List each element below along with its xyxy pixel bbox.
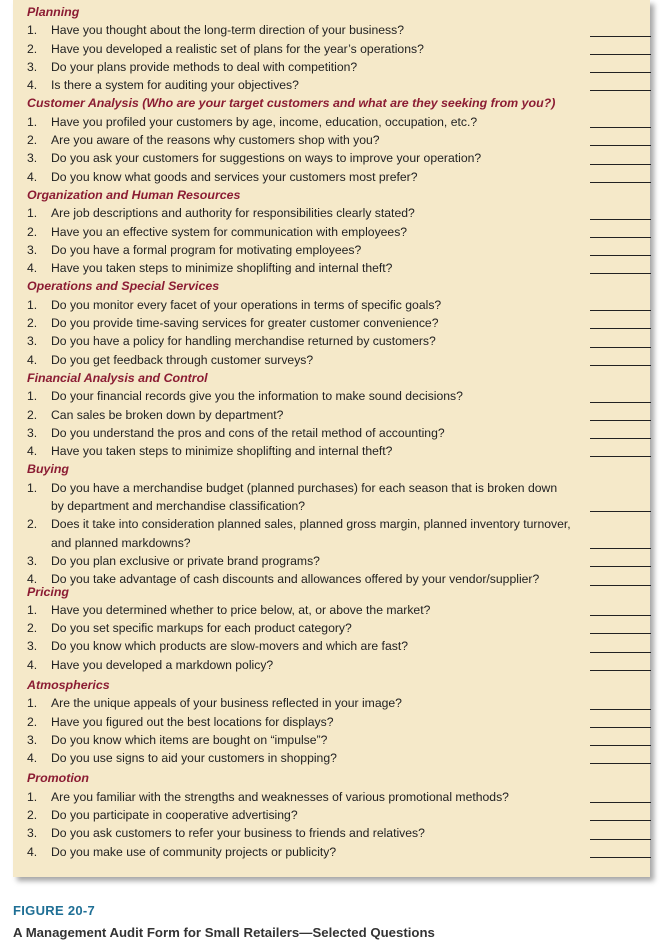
question-row bbox=[27, 619, 647, 637]
question-text: Do you plan exclusive or private brand programs? bbox=[51, 553, 320, 568]
section-heading: Organization and Human Resources bbox=[27, 187, 241, 202]
question-text: Have you thought about the long-term direction of your business? bbox=[51, 23, 404, 38]
question-number: 2. bbox=[27, 133, 38, 148]
question-row bbox=[27, 406, 647, 424]
question-text: Does it take into consideration planned sales, planned gross margin, planned inventory turnover, and planned markdowns? bbox=[51, 517, 571, 550]
question-number: 3. bbox=[27, 242, 38, 257]
question-text: Do your plans provide methods to deal with competition? bbox=[51, 59, 358, 74]
question-row bbox=[27, 843, 647, 861]
question-number: 2. bbox=[27, 517, 38, 532]
question-text: Have you determined whether to price below, at, or above the market? bbox=[51, 602, 431, 617]
answer-line[interactable] bbox=[590, 820, 651, 821]
question-row bbox=[27, 694, 647, 712]
answer-line[interactable] bbox=[590, 145, 651, 146]
question-row bbox=[27, 806, 647, 824]
section-heading: Customer Analysis (Who are your target customers and what are they seeking from you?) bbox=[27, 96, 556, 111]
answer-line[interactable] bbox=[590, 310, 651, 311]
answer-line[interactable] bbox=[590, 585, 651, 586]
answer-line[interactable] bbox=[590, 763, 651, 764]
question-row bbox=[27, 332, 647, 350]
question-text: Do you understand the pros and cons of the retail method of accounting? bbox=[51, 425, 445, 440]
question-row bbox=[27, 204, 647, 222]
section-9 bbox=[27, 769, 647, 860]
figure-title: A Management Audit Form for Small Retailers—Selected Questions bbox=[13, 925, 435, 940]
answer-line[interactable] bbox=[590, 182, 651, 183]
question-text: Can sales be broken down by department? bbox=[51, 407, 284, 422]
answer-line[interactable] bbox=[590, 456, 651, 457]
question-number: 4. bbox=[27, 261, 38, 276]
answer-line[interactable] bbox=[590, 745, 651, 746]
question-text: Do you use signs to aid your customers in shopping? bbox=[51, 751, 337, 766]
question-row bbox=[27, 223, 647, 241]
question-number: 1. bbox=[27, 23, 38, 38]
answer-line[interactable] bbox=[590, 36, 651, 37]
question-number: 1. bbox=[27, 389, 38, 404]
question-row bbox=[27, 552, 647, 570]
answer-line[interactable] bbox=[590, 365, 651, 366]
question-number: 4. bbox=[27, 572, 38, 587]
answer-line[interactable] bbox=[590, 237, 651, 238]
section-6 bbox=[27, 460, 647, 588]
question-row bbox=[27, 637, 647, 655]
question-row bbox=[27, 515, 647, 552]
question-row bbox=[27, 40, 647, 58]
question-number: 2. bbox=[27, 714, 38, 729]
answer-line[interactable] bbox=[590, 420, 651, 421]
question-row bbox=[27, 713, 647, 731]
question-text: Is there a system for auditing your objectives? bbox=[51, 78, 299, 93]
section-heading: Operations and Special Services bbox=[27, 279, 220, 294]
question-row bbox=[27, 479, 647, 516]
question-number: 1. bbox=[27, 696, 38, 711]
answer-line[interactable] bbox=[590, 802, 651, 803]
section-4 bbox=[27, 277, 647, 368]
question-row bbox=[27, 168, 647, 186]
question-number: 4. bbox=[27, 844, 38, 859]
section-heading: Buying bbox=[27, 462, 69, 477]
question-row bbox=[27, 131, 647, 149]
figure-label: FIGURE 20-7 bbox=[13, 903, 96, 918]
question-text: Have you figured out the best locations for displays? bbox=[51, 714, 334, 729]
question-text: Do you make use of community projects or publicity? bbox=[51, 844, 337, 859]
question-text: Do your financial records give you the information to make sound decisions? bbox=[51, 389, 463, 404]
question-text: Do you know which products are slow-movers and which are fast? bbox=[51, 639, 408, 654]
question-text: Are you aware of the reasons why customers shop with you? bbox=[51, 133, 380, 148]
question-text: Do you monitor every facet of your operations in terms of specific goals? bbox=[51, 297, 442, 312]
question-number: 4. bbox=[27, 352, 38, 367]
section-7 bbox=[27, 583, 647, 674]
question-row bbox=[27, 76, 647, 94]
question-number: 1. bbox=[27, 789, 38, 804]
section-heading: Promotion bbox=[27, 771, 89, 786]
question-number: 3. bbox=[27, 59, 38, 74]
question-number: 1. bbox=[27, 602, 38, 617]
question-row bbox=[27, 149, 647, 167]
answer-line[interactable] bbox=[590, 164, 651, 165]
question-row bbox=[27, 824, 647, 842]
question-number: 4. bbox=[27, 169, 38, 184]
answer-line[interactable] bbox=[590, 857, 651, 858]
question-row bbox=[27, 788, 647, 806]
question-text: Do you take advantage of cash discounts and allowances offered by your vendor/supplier? bbox=[51, 572, 540, 587]
question-number: 2. bbox=[27, 316, 38, 331]
answer-line[interactable] bbox=[590, 347, 651, 348]
question-row bbox=[27, 656, 647, 674]
question-row bbox=[27, 387, 647, 405]
question-text: Have you an effective system for communication with employees? bbox=[51, 224, 408, 239]
answer-line[interactable] bbox=[590, 839, 651, 840]
answer-line[interactable] bbox=[590, 54, 651, 55]
answer-line[interactable] bbox=[590, 709, 651, 710]
section-3 bbox=[27, 186, 647, 277]
question-text: Do you set specific markups for each product category? bbox=[51, 621, 352, 636]
question-text: Have you taken steps to minimize shoplifting and internal theft? bbox=[51, 261, 393, 276]
question-number: 4. bbox=[27, 751, 38, 766]
answer-line[interactable] bbox=[590, 127, 651, 128]
answer-line[interactable] bbox=[590, 548, 651, 549]
question-number: 4. bbox=[27, 444, 38, 459]
answer-line[interactable] bbox=[590, 219, 651, 220]
question-number: 2. bbox=[27, 621, 38, 636]
question-number: 4. bbox=[27, 657, 38, 672]
answer-line[interactable] bbox=[590, 255, 651, 256]
answer-line[interactable] bbox=[590, 727, 651, 728]
question-text: Are you familiar with the strengths and weaknesses of various promotional methods? bbox=[51, 789, 509, 804]
question-row bbox=[27, 442, 647, 460]
question-text: Do you know which items are bought on “impulse”? bbox=[51, 732, 328, 747]
question-number: 3. bbox=[27, 425, 38, 440]
question-row bbox=[27, 296, 647, 314]
question-number: 1. bbox=[27, 206, 38, 221]
answer-line[interactable] bbox=[590, 566, 651, 567]
question-row bbox=[27, 749, 647, 767]
question-text: Have you developed a markdown policy? bbox=[51, 657, 274, 672]
question-row bbox=[27, 259, 647, 277]
answer-line[interactable] bbox=[590, 328, 651, 329]
question-row bbox=[27, 351, 647, 369]
section-1 bbox=[27, 3, 647, 94]
section-heading: Planning bbox=[27, 5, 80, 19]
question-row bbox=[27, 21, 647, 39]
question-text: Do you ask your customers for suggestions on ways to improve your operation? bbox=[51, 151, 482, 166]
question-text: Do you ask customers to refer your business to friends and relatives? bbox=[51, 826, 425, 841]
question-number: 2. bbox=[27, 407, 38, 422]
question-text: Have you profiled your customers by age, income, education, occupation, etc.? bbox=[51, 114, 478, 129]
answer-line[interactable] bbox=[590, 652, 651, 653]
question-number: 2. bbox=[27, 41, 38, 56]
answer-line[interactable] bbox=[590, 273, 651, 274]
question-text: Are job descriptions and authority for responsibilities clearly stated? bbox=[51, 206, 415, 221]
question-row bbox=[27, 314, 647, 332]
answer-line[interactable] bbox=[590, 402, 651, 403]
question-number: 2. bbox=[27, 224, 38, 239]
answer-line[interactable] bbox=[590, 72, 651, 73]
answer-line[interactable] bbox=[590, 511, 651, 512]
question-row bbox=[27, 58, 647, 76]
question-row bbox=[27, 731, 647, 749]
answer-line[interactable] bbox=[590, 670, 651, 671]
answer-line[interactable] bbox=[590, 633, 651, 634]
question-text: Do you have a formal program for motivating employees? bbox=[51, 242, 362, 257]
audit-form-panel bbox=[13, 0, 650, 877]
answer-line[interactable] bbox=[590, 438, 651, 439]
question-number: 3. bbox=[27, 732, 38, 747]
question-row bbox=[27, 241, 647, 259]
audit-form-content bbox=[27, 3, 647, 861]
question-row bbox=[27, 113, 647, 131]
question-text: Do you get feedback through customer surveys? bbox=[51, 352, 314, 367]
answer-line[interactable] bbox=[590, 90, 651, 91]
question-text: Have you taken steps to minimize shoplifting and internal theft? bbox=[51, 444, 393, 459]
section-heading: Financial Analysis and Control bbox=[27, 370, 208, 385]
question-number: 3. bbox=[27, 639, 38, 654]
question-text: Do you have a merchandise budget (planned purchases) for each season that is broken down by department and merchandise classification? bbox=[51, 480, 558, 514]
question-text: Do you know what goods and services your customers most prefer? bbox=[51, 169, 418, 184]
question-text: Have you developed a realistic set of plans for the year’s operations? bbox=[51, 41, 424, 56]
question-number: 1. bbox=[27, 114, 38, 129]
section-5 bbox=[27, 369, 647, 460]
question-row bbox=[27, 424, 647, 442]
question-number: 1. bbox=[27, 480, 38, 495]
section-8 bbox=[27, 676, 647, 767]
question-text: Do you have a policy for handling merchandise returned by customers? bbox=[51, 334, 436, 349]
section-2 bbox=[27, 94, 647, 185]
question-number: 1. bbox=[27, 297, 38, 312]
question-number: 3. bbox=[27, 151, 38, 166]
question-row bbox=[27, 570, 647, 588]
question-text: Are the unique appeals of your business reflected in your image? bbox=[51, 696, 402, 711]
question-text: Do you participate in cooperative advertising? bbox=[51, 808, 298, 823]
question-row bbox=[27, 601, 647, 619]
section-heading: Atmospherics bbox=[27, 677, 110, 692]
question-number: 3. bbox=[27, 334, 38, 349]
question-text: Do you provide time-saving services for greater customer convenience? bbox=[51, 316, 439, 331]
question-number: 2. bbox=[27, 808, 38, 823]
section-heading: Pricing bbox=[27, 584, 69, 599]
answer-line[interactable] bbox=[590, 615, 651, 616]
question-number: 3. bbox=[27, 826, 38, 841]
question-number: 4. bbox=[27, 78, 38, 93]
question-number: 3. bbox=[27, 553, 38, 568]
